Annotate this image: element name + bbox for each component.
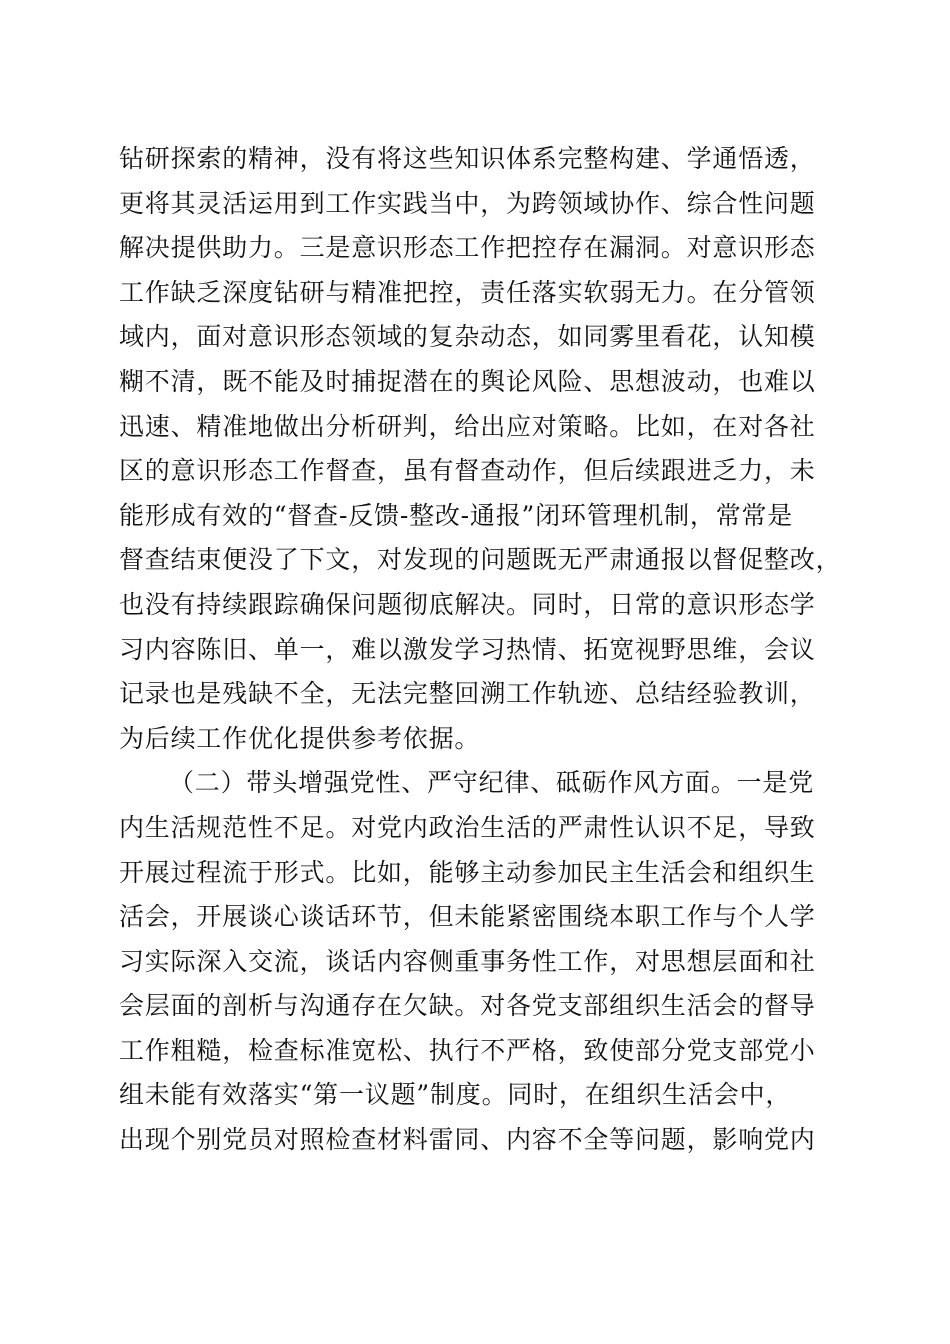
text-line: 能形成有效的“督查-反馈-整改-通报”闭环管理机制，常常是 bbox=[119, 500, 794, 530]
text-line: 会层面的剖析与沟通存在欠缺。对各党支部组织生活会的督导 bbox=[119, 991, 816, 1021]
text-line: 习实际深入交流，谈话内容侧重事务性工作，对思想层面和社 bbox=[119, 946, 816, 976]
text-line: 为后续工作优化提供参考依据。 bbox=[119, 723, 481, 753]
text-line: 工作粗糙，检查标准宽松、执行不严格，致使部分党支部党小 bbox=[119, 1035, 816, 1065]
text-line: 出现个别党员对照检查材料雷同、内容不全等问题，影响党内 bbox=[119, 1125, 816, 1155]
body-text bbox=[119, 137, 842, 1163]
text-line: 督查结束便没了下文，对发现的问题既无严肃通报以督促整改， bbox=[119, 545, 842, 575]
text-line: 钻研探索的精神，没有将这些知识体系完整构建、学通悟透， bbox=[119, 144, 816, 173]
text-line: 工作缺乏深度钻研与精准把控，责任落实软弱无力。在分管领 bbox=[119, 277, 816, 307]
text-line: 开展过程流于形式。比如，能够主动参加民主生活会和组织生 bbox=[119, 857, 816, 887]
text-line: 糊不清，既不能及时捕捉潜在的舆论风险、思想波动，也难以 bbox=[119, 366, 816, 396]
text-line: 组未能有效落实“第一议题”制度。同时，在组织生活会中， bbox=[119, 1080, 792, 1110]
section-heading-line: （二）带头增强党性、严守纪律、砥砺作风方面。一是党 bbox=[169, 768, 815, 798]
text-line: 域内，面对意识形态领域的复杂动态，如同雾里看花，认知模 bbox=[119, 322, 816, 352]
text-line: 也没有持续跟踪确保问题彻底解决。同时，日常的意识形态学 bbox=[119, 589, 816, 619]
text-line: 习内容陈旧、单一，难以激发学习热情、拓宽视野思维，会议 bbox=[119, 634, 816, 664]
text-line: 区的意识形态工作督查，虽有督查动作，但后续跟进乏力，未 bbox=[119, 456, 816, 486]
text-line: 内生活规范性不足。对党内政治生活的严肃性认识不足，导致 bbox=[119, 812, 816, 842]
text-line: 记录也是残缺不全，无法完整回溯工作轨迹、总结经验教训， bbox=[119, 679, 816, 709]
text-line: 更将其灵活运用到工作实践当中，为跨领域协作、综合性问题 bbox=[119, 188, 816, 218]
text-line: 解决提供助力。三是意识形态工作把控存在漏洞。对意识形态 bbox=[119, 233, 816, 263]
text-line: 迅速、精准地做出分析研判，给出应对策略。比如，在对各社 bbox=[119, 411, 816, 441]
text-line: 活会，开展谈心谈话环节，但未能紧密围绕本职工作与个人学 bbox=[119, 902, 816, 932]
